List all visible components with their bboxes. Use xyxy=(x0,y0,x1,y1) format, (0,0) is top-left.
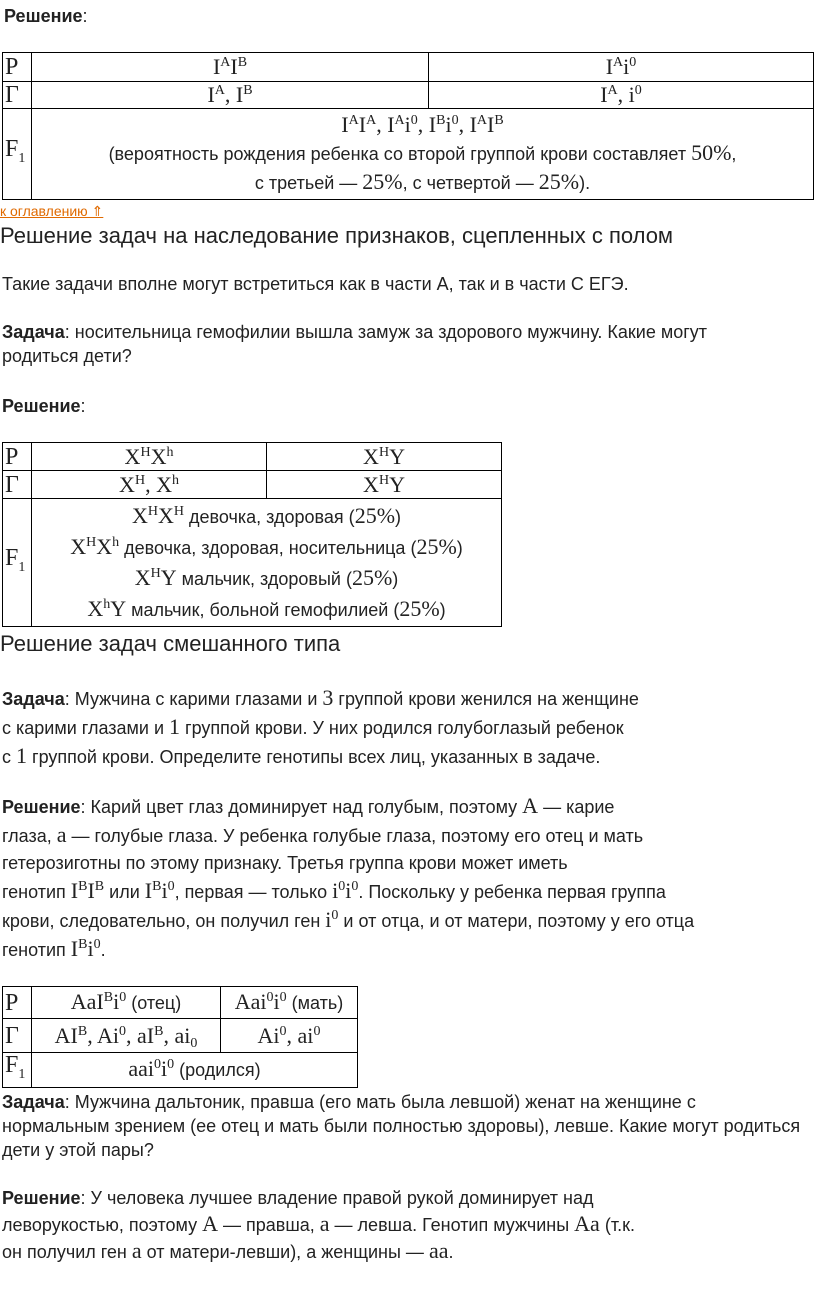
father-genotype: $X^HY$ xyxy=(267,443,502,471)
gametes-1: $I^A$, $I^B$ xyxy=(32,82,429,109)
solution-2: Решение: Карий цвет глаз доминирует над голубым, поэтому A — карие глаза, a — голубые глаза. У ребенка голубые глаза, поэтому его отец и мать гетерозиготны по этому признаку. Третья группа крови может иметь генотип $I^BI^B$ или $I^Bi^0$, первая — только $i^0i^0$. Поскольку у ребенка первая группа крови, следовательно, он получил ген $i^0$ и от отца, и от матери, поэтому у его отца генотип $I^Bi^0$. xyxy=(2,793,695,961)
task-2: Задача: Мужчина с карими глазами и 3 группой крови женился на женщине с карими глазами и 1 группой крови. У них родился голубоглазый ребенок с 1 группой крови. Определите генотипы всех лиц, указанных в задаче. xyxy=(2,685,639,768)
task-label: Задача xyxy=(2,689,65,709)
row-label-p: P xyxy=(3,987,32,1019)
task-label: Задача xyxy=(2,1092,65,1112)
row-label-p: P xyxy=(3,443,32,471)
solution-label: Решение xyxy=(4,6,83,26)
offspring-cell xyxy=(32,109,814,200)
task-label: Задача xyxy=(2,322,65,342)
solution-label: Решение xyxy=(2,1188,81,1208)
mother-genotype: $X^HX^h$ xyxy=(32,443,267,471)
probability-note-line2: с третьей — 25%, с четвертой — 25%). xyxy=(254,169,591,194)
task-3 xyxy=(2,1090,802,1162)
probability-note-line1: (вероятность рождения ребенка со второй группой крови составляет 50%, xyxy=(108,140,737,165)
father-gametes: $X^HY$ xyxy=(267,471,502,499)
task-1 xyxy=(2,320,782,368)
offspring-cell xyxy=(32,499,502,627)
mother-gametes: Ai$^0$, $ai^0$ xyxy=(221,1019,358,1053)
offspring-girl-healthy: $X^HX^H$ девочка, здоровая (25%) xyxy=(131,502,402,528)
intro-paragraph: Такие задачи вполне могут встретиться как в части А, так и в части С ЕГЭ. xyxy=(2,274,629,294)
solution-heading-1 xyxy=(4,4,88,28)
task-text: : носительница гемофилии вышла замуж за здорового мужчину. Какие могут родиться дети? xyxy=(2,322,708,366)
offspring-genotypes: $I^AI^A$, $I^Ai^0$, $I^Bi^0$, $I^AI^B$ xyxy=(341,112,504,137)
section-heading-mixed: Решение задач смешанного типа xyxy=(0,631,341,656)
row-label-g: Г xyxy=(3,82,32,109)
row-label-f1: $F_1$ xyxy=(3,499,32,627)
row-label-p: P xyxy=(3,53,32,82)
gametes-2: $I^A$, $i^0$ xyxy=(429,82,814,109)
genetics-table-hemophilia xyxy=(2,442,502,627)
genetics-table-mixed xyxy=(2,986,358,1088)
row-label-g: Г xyxy=(3,471,32,499)
solution-3: Решение: У человека лучшее владение правой рукой доминирует над леворукостью, поэтому A — правша, a — левша. Генотип мужчины Aa (т.к. он получил ген a от матери-левши), а женщины — aa. xyxy=(2,1188,635,1263)
solution-label: Решение xyxy=(2,396,81,416)
section-heading-sex-linked: Решение задач на наследование признаков, сцепленных с полом xyxy=(0,223,674,248)
offspring-boy-sick: $X^hY$ мальчик, больной гемофилией (25%) xyxy=(87,595,446,621)
row-label-g: Г xyxy=(3,1019,32,1053)
row-label-f1: $F_1$ xyxy=(3,109,32,200)
mother-genotype: $Aai^0i^0$ (мать) xyxy=(221,987,358,1019)
task-text: : Мужчина дальтоник, правша (его мать была левшой) женат на женщине с нормальным зрением (ее отец и мать были полностью здоровы), левше. Какие могут родиться дети у этой пары? xyxy=(2,1092,801,1160)
parent-genotype-1: $I^AI^B$ xyxy=(32,53,429,82)
child-genotype: $aai^0i^0$ (родился) xyxy=(32,1053,358,1088)
mother-gametes: $X^H$, $X^h$ xyxy=(32,471,267,499)
genetics-table-blood xyxy=(2,52,814,200)
colon: : xyxy=(82,6,88,26)
father-gametes: $AI^B$, Ai$^0$, $aI^B$, $ai_0$ xyxy=(32,1019,221,1053)
solution-heading-2: Решение: xyxy=(2,396,86,416)
offspring-girl-carrier: $X^HX^h$ девочка, здоровая, носительница (25%) xyxy=(70,533,463,559)
parent-genotype-2: $I^Ai^0$ xyxy=(429,53,814,82)
father-genotype: $AaI^Bi^0$ (отец) xyxy=(32,987,221,1019)
toc-link[interactable]: к оглавлению ⇑ xyxy=(0,203,104,219)
offspring-boy-healthy: $X^HY$ мальчик, здоровый (25%) xyxy=(134,564,399,590)
row-label-f1: $F_1$ xyxy=(3,1053,32,1088)
solution-label: Решение xyxy=(2,797,81,817)
